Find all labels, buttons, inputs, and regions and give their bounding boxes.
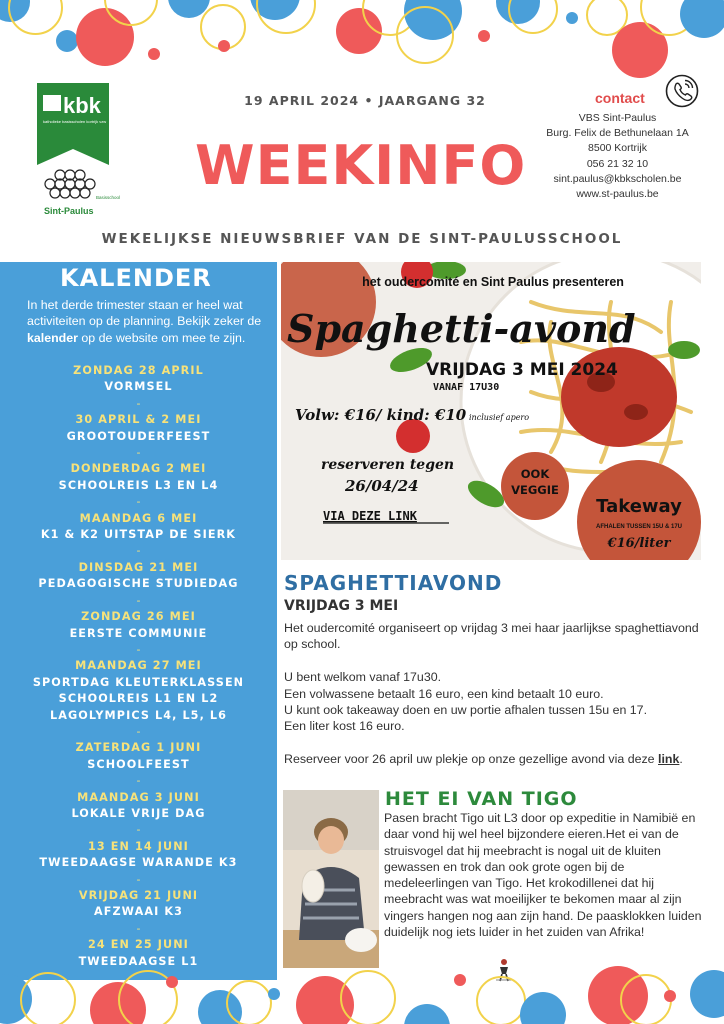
calendar-intro bbox=[27, 297, 267, 346]
calendar-separator: - bbox=[136, 396, 141, 410]
tomato-image bbox=[396, 419, 430, 453]
calendar-event bbox=[0, 790, 277, 823]
issue-date-line: 19 APRIL 2024 • JAARGANG 32 bbox=[244, 93, 486, 108]
article-paragraph bbox=[284, 751, 704, 767]
contact-block bbox=[536, 111, 699, 202]
calendar-event-title: LOKALE VRIJE DAG bbox=[71, 806, 206, 820]
contact-email-link[interactable]: sint.paulus@kbkscholen.be bbox=[553, 172, 682, 185]
calendar-separator: - bbox=[136, 446, 141, 460]
calendar-event-title: TWEEDAAGSE L1 bbox=[78, 954, 199, 968]
calendar-event bbox=[0, 839, 277, 872]
calendar-event-title: TWEEDAAGSE WARANDE K3 bbox=[39, 856, 238, 870]
calendar-event-title: SCHOOLREIS L1 EN L2 bbox=[58, 692, 219, 706]
kbk-logo-text: kbk bbox=[63, 93, 101, 118]
contact-website-link[interactable]: www.st-paulus.be bbox=[576, 188, 659, 201]
tigo-article-title: HET EI VAN TIGO bbox=[385, 788, 578, 810]
newsletter-title: WEEKINFO bbox=[195, 134, 527, 197]
reserve-text-end: . bbox=[679, 752, 683, 767]
calendar-separator: - bbox=[136, 872, 141, 886]
poster-prices: Volw: €16/ kind: €10 bbox=[295, 406, 467, 424]
calendar-event bbox=[0, 461, 277, 494]
spaghetti-poster[interactable] bbox=[281, 262, 701, 560]
newsletter-subtitle: WEKELIJKSE NIEUWSBRIEF VAN DE SINT-PAULUSSCHOOL bbox=[101, 231, 623, 247]
takeaway-note: AFHALEN TUSSEN 15U & 17U bbox=[595, 524, 683, 530]
poster-event-title: Spaghetti-avond bbox=[287, 306, 636, 351]
calendar-event-title: VORMSEL bbox=[104, 380, 173, 394]
calendar-event-date: 13 EN 14 JUNI bbox=[88, 839, 189, 853]
school-logo-small-text: Basisschool bbox=[96, 195, 121, 200]
spaghetti-article-body bbox=[284, 620, 704, 768]
veggie-badge-line2: VEGGIE bbox=[511, 483, 559, 497]
sauce-detail bbox=[624, 404, 648, 420]
poster-reserve-date: 26/04/24 bbox=[345, 477, 419, 495]
calendar-separator: - bbox=[136, 921, 141, 935]
calendar-event bbox=[0, 658, 277, 724]
spaghetti-article-subtitle: VRIJDAG 3 MEI bbox=[284, 598, 399, 614]
poster-reserve: reserveren tegen bbox=[321, 457, 455, 473]
school-logo-name: Sint-Paulus bbox=[44, 206, 94, 216]
calendar-event-date: ZATERDAG 1 JUNI bbox=[75, 741, 202, 755]
calendar-event-date: 30 APRIL & 2 MEI bbox=[75, 413, 202, 427]
contact-city: 8500 Kortrijk bbox=[588, 142, 647, 155]
calendar-event-date: MAANDAG 3 JUNI bbox=[77, 790, 200, 804]
poster-presenter: het oudercomité en Sint Paulus presenteren bbox=[362, 275, 624, 289]
calendar-separator: - bbox=[136, 823, 141, 837]
contact-school-name: VBS Sint-Paulus bbox=[578, 112, 657, 124]
calendar-event-date: DONDERDAG 2 MEI bbox=[70, 462, 207, 476]
calendar-event-title: GROOTOUDERFEEST bbox=[66, 429, 211, 443]
calendar-event-title: PEDAGOGISCHE STUDIEDAG bbox=[38, 577, 239, 591]
contact-label: contact bbox=[595, 90, 645, 106]
tigo-article-body: Pasen bracht Tigo uit L3 door op expeditie in Namibië en daar vond hij wel heel bijzondere eieren.Het ei van de struisvogel dat hij meebracht is nogal uit de kluiten gewassen en trok dan ook grote ogen bij de medeleerlingen van Tigo. Het krokodillenei dat hij meebracht was wat moeilijker te bekomen maar al zijn vingers hangen nog aan zijn hand. De paasklokken luiden duidelijk nog iets luider in het zuiden van Afrika! bbox=[384, 811, 702, 940]
contact-phone[interactable]: 056 21 32 10 bbox=[586, 157, 649, 170]
calendar-event-date: VRIJDAG 21 JUNI bbox=[78, 889, 199, 902]
calendar-event-title: K1 & K2 UITSTAP DE SIERK bbox=[40, 528, 237, 542]
calendar-event-title: SCHOOLFEEST bbox=[87, 757, 190, 771]
kbk-logo bbox=[37, 83, 109, 165]
calendar-event bbox=[0, 363, 277, 396]
calendar-intro-text-end: op de website om mee te zijn. bbox=[77, 330, 246, 345]
calendar-event bbox=[0, 888, 277, 921]
calendar-event-date: ZONDAG 26 MEI bbox=[81, 610, 196, 624]
calendar-separator: - bbox=[136, 593, 141, 607]
calendar-title: KALENDER bbox=[60, 264, 212, 292]
contact-street: Burg. Felix de Bethunelaan 1A bbox=[546, 127, 689, 140]
poster-prices-note: inclusief apero bbox=[469, 413, 530, 422]
calendar-event-date: MAANDAG 27 MEI bbox=[75, 659, 202, 673]
spaghetti-article-title: SPAGHETTIAVOND bbox=[284, 571, 503, 595]
poster-date: VRIJDAG 3 MEI 2024 bbox=[426, 360, 618, 380]
takeaway-price: €16/liter bbox=[607, 536, 671, 551]
calendar-event-list bbox=[0, 363, 277, 970]
calendar-event bbox=[0, 560, 277, 593]
decorative-dots-bottom bbox=[0, 964, 724, 1024]
article-paragraph: Een volwassene betaalt 16 euro, een kind betaalt 10 euro. bbox=[284, 686, 604, 701]
calendar-event bbox=[0, 609, 277, 642]
calendar-separator: - bbox=[136, 774, 141, 788]
calendar-intro-text: In het derde trimester staan er heel wat activiteiten op de planning. Bekijk zeker de bbox=[27, 298, 262, 329]
article-paragraph: U kunt ook takeaway doen en uw portie afhalen tussen 15u en 17. bbox=[284, 703, 648, 718]
decorative-dots-top bbox=[0, 0, 724, 80]
article-paragraph: Een liter kost 16 euro. bbox=[284, 719, 405, 734]
poster-time: VANAF 17U30 bbox=[433, 382, 500, 393]
calendar-event bbox=[0, 511, 277, 544]
calendar-separator: - bbox=[136, 544, 141, 558]
calendar-event-title: SPORTDAG KLEUTERKLASSEN bbox=[32, 675, 245, 689]
basil-leaf bbox=[668, 341, 700, 359]
calendar-event-date: 24 EN 25 JUNI bbox=[88, 938, 189, 952]
calendar-separator: - bbox=[136, 642, 141, 656]
article-paragraph: U bent welkom vanaf 17u30. bbox=[284, 670, 442, 685]
poster-link[interactable]: VIA DEZE LINK bbox=[323, 509, 417, 523]
tigo-photo bbox=[283, 790, 379, 968]
reservation-link[interactable]: link bbox=[658, 752, 680, 767]
calendar-event-date: DINSDAG 21 MEI bbox=[78, 560, 199, 574]
reserve-text: Reserveer voor 26 april uw plekje op onze gezellige avond via deze bbox=[284, 752, 659, 767]
calendar-event-title: SCHOOLREIS L3 EN L4 bbox=[58, 478, 219, 492]
calendar-event-title: EERSTE COMMUNIE bbox=[69, 626, 208, 640]
article-paragraph: Het oudercomité organiseert op vrijdag 3 mei haar jaarlijkse spaghettiavond op school. bbox=[284, 621, 699, 652]
kbk-logo-tagline: katholieke basisscholen kortrijk vzw bbox=[43, 119, 107, 124]
veggie-badge-line1: OOK bbox=[520, 467, 550, 481]
phone-icon bbox=[664, 73, 700, 109]
calendar-event bbox=[0, 740, 277, 773]
calendar-event-date: ZONDAG 28 APRIL bbox=[73, 364, 204, 377]
calendar-event-date: MAANDAG 6 MEI bbox=[79, 511, 198, 525]
calendar-event-title: LAGOLYMPICS L4, L5, L6 bbox=[49, 708, 228, 722]
calendar-separator: - bbox=[136, 724, 141, 738]
calendar-separator: - bbox=[136, 495, 141, 509]
calendar-event bbox=[0, 412, 277, 445]
calendar-event-title: AFZWAAI K3 bbox=[93, 905, 184, 919]
calendar-link[interactable]: kalender bbox=[27, 330, 78, 345]
takeaway-title: Takeway bbox=[596, 496, 682, 517]
